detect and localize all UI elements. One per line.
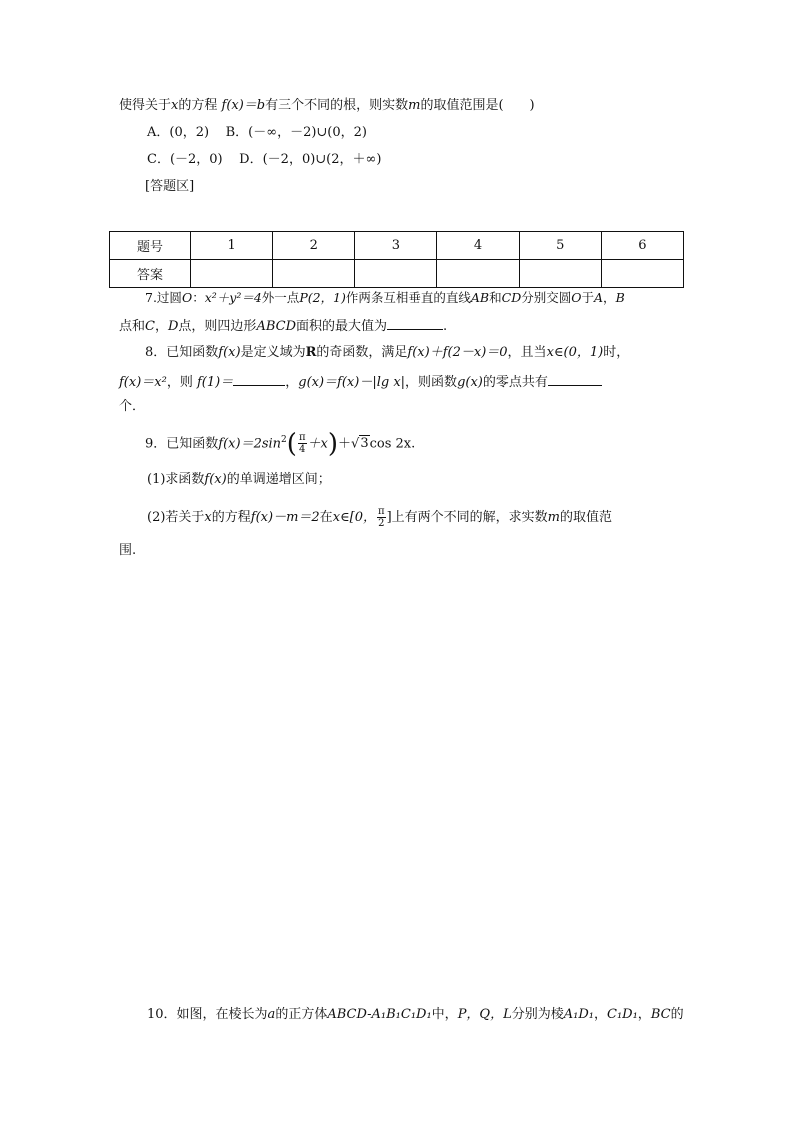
q9-sub2-line1: (2)若关于x的方程f(x)－m＝2在x∈[0， $\frac{\pi}{2}$ ]上有两个不同的解，求实数m的取值范 [147,506,612,529]
table-cell: 5 [519,232,601,260]
option-b: B．(－∞，－2)∪(0，2) [225,125,367,140]
table-cell: 2 [273,232,355,260]
sqrt-icon: √ [351,436,360,452]
answer-area-label: [答题区] [145,179,195,194]
answer-cell[interactable] [273,260,355,288]
answer-cell[interactable] [355,260,437,288]
answer-cell[interactable] [601,260,683,288]
q6-options-ab [147,123,367,143]
pi-over-4-fraction: $\frac{\pi}{4}$ [298,432,306,456]
q7-line1: 7.过圆O：x²＋y²＝4外一点P(2，1)作两条互相垂直的直线AB和CD分别交圆O于A，B [145,290,625,305]
table-cell: 6 [601,232,683,260]
option-d: D．(－2，0)∪(2，＋∞) [239,152,382,167]
option-a: A．(0，2) [147,125,210,140]
pi-over-2-fraction: $\frac{\pi}{2}$ [378,506,385,529]
q8-blank-2[interactable] [548,371,602,386]
q9-line1: 9．已知函数$f(x)=2\sin^2$( $\frac{\pi}{4}$ ＋x)＋√3cos 2x. [145,428,416,459]
table-header-cell: 答案 [110,260,191,288]
table-header-cell: 题号 [110,232,191,260]
q9-sub1: (1)求函数f(x)的单调递增区间； [147,472,331,487]
answer-cell[interactable] [437,260,519,288]
answer-cell[interactable] [191,260,273,288]
table-cell: 1 [191,232,273,260]
table-row [110,232,684,260]
table-row [110,260,684,288]
option-c: C．(－2，0) [147,152,223,167]
q6-options-cd [147,150,381,170]
q6-stem: 使得关于x的方程 f(x)＝b有三个不同的根，则实数m的取值范围是( ) [119,98,535,113]
q8-blank-1[interactable] [233,371,285,386]
q9-sub2-line2: 围. [119,543,137,558]
q8-line2: f(x)＝x²，则 f(1)＝ ，g(x)＝f(x)－|lg x|，则函数g(x)的零点共有 [119,371,602,393]
answer-table [109,231,684,288]
answer-cell[interactable] [519,260,601,288]
q8-line1: 8．已知函数f(x)是定义域为R的奇函数，满足f(x)＋f(2－x)＝0，且当x∈(0，1)时， [145,345,630,360]
table-cell: 4 [437,232,519,260]
q8-line3: 个． [119,399,146,414]
q10-line1: 10．如图，在棱长为a的正方体ABCD-A₁B₁C₁D₁中，P，Q，L分别为棱A₁D₁，C₁D₁，BC的 [147,1007,684,1022]
table-cell: 3 [355,232,437,260]
q7-line2: 点和C，D点，则四边形ABCD面积的最大值为 . [119,315,447,337]
q7-answer-blank[interactable] [387,315,443,330]
